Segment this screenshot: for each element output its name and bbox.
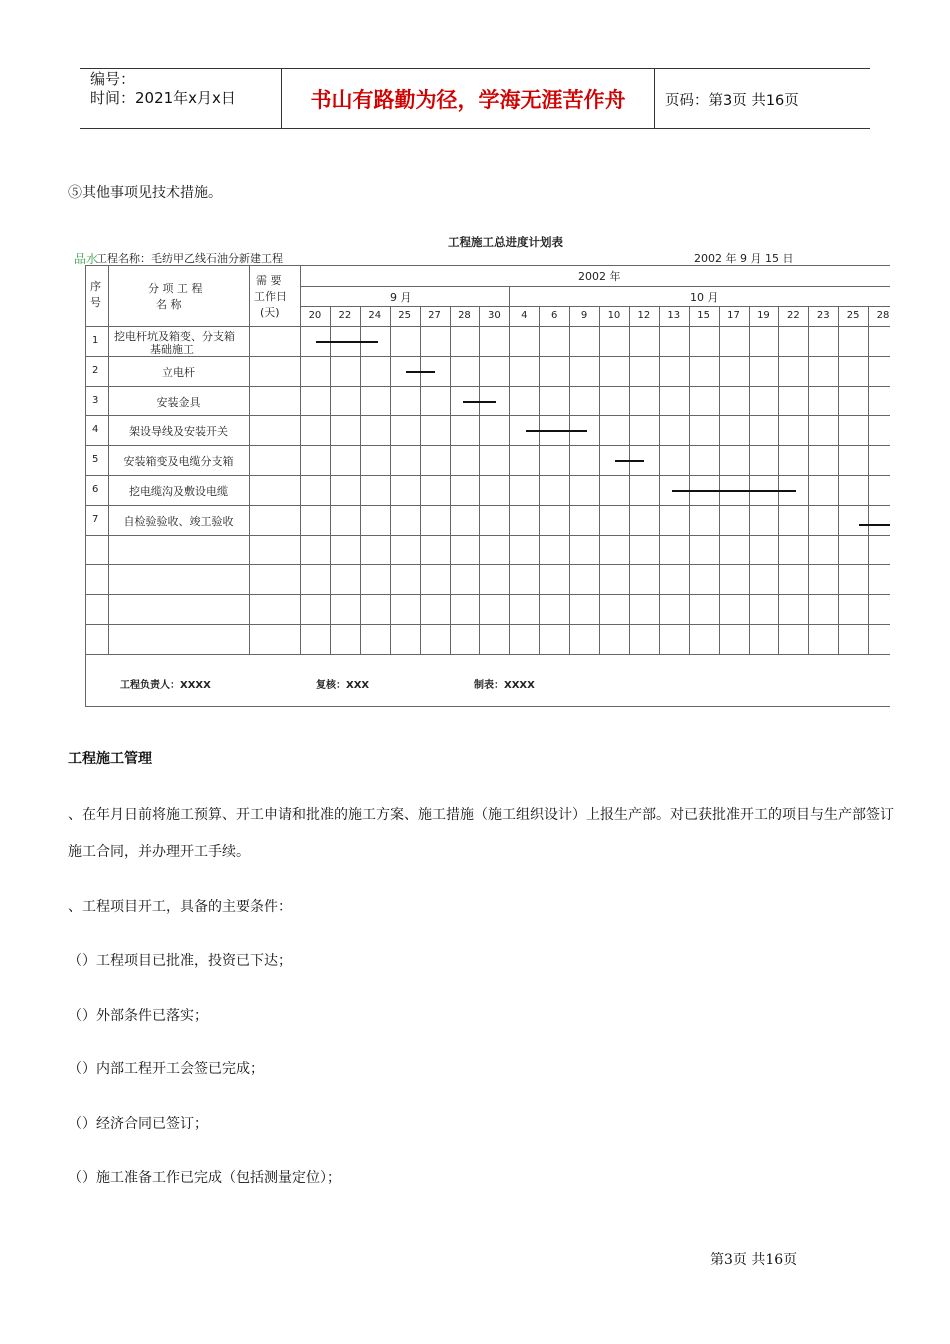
plan-date: 2002 年 9 月 15 日 <box>694 252 794 265</box>
row-number: 6 <box>92 484 99 495</box>
day-header: 12 <box>637 310 651 321</box>
grid-line <box>450 306 451 654</box>
grid-line <box>330 306 331 654</box>
header-top-rule <box>80 68 870 69</box>
grid-line <box>300 265 301 654</box>
stamp-mark: 品水 <box>74 252 99 266</box>
col-name-header: 分 项 工 程 <box>148 282 203 295</box>
grid-line <box>808 306 809 654</box>
task-name: 挖电杆坑及箱变、分支箱 <box>114 330 235 343</box>
grid-line <box>420 306 421 654</box>
grid-line <box>360 306 361 654</box>
header-meta <box>90 70 236 108</box>
grid-line <box>629 306 630 654</box>
grid-line <box>85 326 890 327</box>
col-days-header: 工作日 <box>254 290 287 303</box>
footer-review: 复核：XXX <box>316 680 370 691</box>
header-page-info: 页码：第3页 共16页 <box>665 93 799 109</box>
paragraph: （）内部工程开工会签已完成； <box>68 1061 264 1077</box>
footer-maker: 制表：XXXX <box>474 680 535 691</box>
day-header: 6 <box>550 310 558 321</box>
day-header: 19 <box>757 310 770 321</box>
grid-line <box>868 306 869 654</box>
task-name: 安装金具 <box>156 395 201 409</box>
task-name: 架设导线及安装开关 <box>129 425 228 439</box>
grid-line <box>85 386 890 387</box>
day-header: 27 <box>428 310 441 321</box>
grid-line <box>838 306 839 654</box>
grid-line <box>85 505 890 506</box>
year-header: 2002 年 <box>578 270 621 283</box>
month-header: 10 月 <box>690 291 719 304</box>
row-number: 7 <box>92 513 99 525</box>
col-days-header: 需 要 <box>256 274 282 287</box>
day-header: 22 <box>786 310 800 321</box>
grid-line <box>85 594 890 595</box>
serial-label: 编号： <box>90 70 136 88</box>
header-divider <box>654 68 655 128</box>
task-name: 安装箱变及电缆分支箱 <box>123 455 234 469</box>
grid-line <box>509 286 510 654</box>
grid-line <box>85 564 890 565</box>
day-header: 28 <box>458 310 471 321</box>
grid-line <box>300 286 890 287</box>
row-number: 5 <box>92 454 99 466</box>
grid-line <box>300 306 890 307</box>
grid-line <box>719 306 720 654</box>
day-header: 23 <box>816 310 830 321</box>
task-name: 立电杆 <box>162 365 195 379</box>
project-label: 工程名称：毛纺甲乙线石油分新建工程 <box>96 252 283 265</box>
day-header: 4 <box>521 310 528 321</box>
day-header: 17 <box>727 310 740 321</box>
footer-responsible: 工程负责人：XXXX <box>120 680 211 691</box>
col-seq-header: 号 <box>90 296 101 309</box>
grid-line <box>85 415 890 416</box>
gantt-bar <box>316 341 377 343</box>
table-border <box>85 265 890 266</box>
gantt-bar <box>672 490 796 492</box>
col-name-header: 名 称 <box>156 298 182 311</box>
col-days-header: (天) <box>260 306 280 319</box>
grid-line <box>85 654 890 655</box>
intro-line: ⑤其他事项见技术措施。 <box>68 185 222 201</box>
grid-line <box>659 306 660 654</box>
task-name: 基础施工 <box>150 343 194 356</box>
col-seq-header: 序 <box>90 280 101 293</box>
section-heading: 工程施工管理 <box>68 751 152 767</box>
day-header: 25 <box>846 310 860 321</box>
day-header: 13 <box>667 310 681 321</box>
gantt-bar <box>406 371 434 373</box>
gantt-bar <box>463 401 496 403</box>
grid-line <box>249 265 250 654</box>
gantt-bar <box>859 524 890 526</box>
grid-line <box>85 356 890 357</box>
grid-line <box>539 306 540 654</box>
grid-line <box>85 624 890 625</box>
task-name: 自检验验收、竣工验收 <box>123 514 234 528</box>
table-border <box>85 706 890 707</box>
footer-page: 第3页 共16页 <box>710 1252 798 1268</box>
paragraph: （）施工准备工作已完成（包括测量定位）； <box>68 1170 341 1186</box>
header-motto: 书山有路勤为径，学海无涯苦作舟 <box>310 88 626 112</box>
header-bottom-rule <box>80 128 870 129</box>
grid-line <box>749 306 750 654</box>
row-number: 2 <box>92 364 99 376</box>
row-number: 4 <box>92 424 99 436</box>
task-name: 挖电缆沟及敷设电缆 <box>129 485 228 498</box>
grid-line <box>85 475 890 476</box>
gantt-bar <box>526 430 587 432</box>
gantt-chart <box>68 228 890 710</box>
grid-line <box>599 306 600 654</box>
day-header: 24 <box>368 310 382 321</box>
day-header: 20 <box>308 310 322 321</box>
day-header: 10 <box>607 310 621 321</box>
paragraph: 施工合同，并办理开工手续。 <box>68 844 250 860</box>
paragraph: （）经济合同已签订； <box>68 1116 208 1132</box>
grid-line <box>85 445 890 446</box>
month-header: 9 月 <box>390 291 412 304</box>
paragraph: 、工程项目开工，具备的主要条件： <box>68 899 292 915</box>
date-line: 时间：2021年x月x日 <box>90 89 236 107</box>
grid-line <box>778 306 779 654</box>
paragraph: （）外部条件已落实； <box>68 1008 208 1024</box>
row-number: 3 <box>92 394 99 406</box>
grid-line <box>689 306 690 654</box>
grid-line <box>85 535 890 536</box>
paragraph: 、在年月日前将施工预算、开工申请和批准的施工方案、施工措施（施工组织设计）上报生产部。对已获批准开工的项目与生产部签订 <box>68 807 894 823</box>
table-border <box>85 265 86 706</box>
day-header: 25 <box>398 310 411 321</box>
day-header: 28 <box>876 310 890 321</box>
grid-line <box>569 306 570 654</box>
grid-line <box>479 306 480 654</box>
row-number: 1 <box>92 335 99 346</box>
gantt-bar <box>615 460 643 462</box>
day-header: 30 <box>487 310 501 321</box>
day-header: 9 <box>580 310 588 321</box>
gantt-title: 工程施工总进度计划表 <box>448 235 563 249</box>
day-header: 22 <box>338 310 352 321</box>
day-header: 15 <box>697 310 710 321</box>
paragraph: （）工程项目已批准，投资已下达； <box>68 953 292 969</box>
grid-line <box>390 306 391 654</box>
